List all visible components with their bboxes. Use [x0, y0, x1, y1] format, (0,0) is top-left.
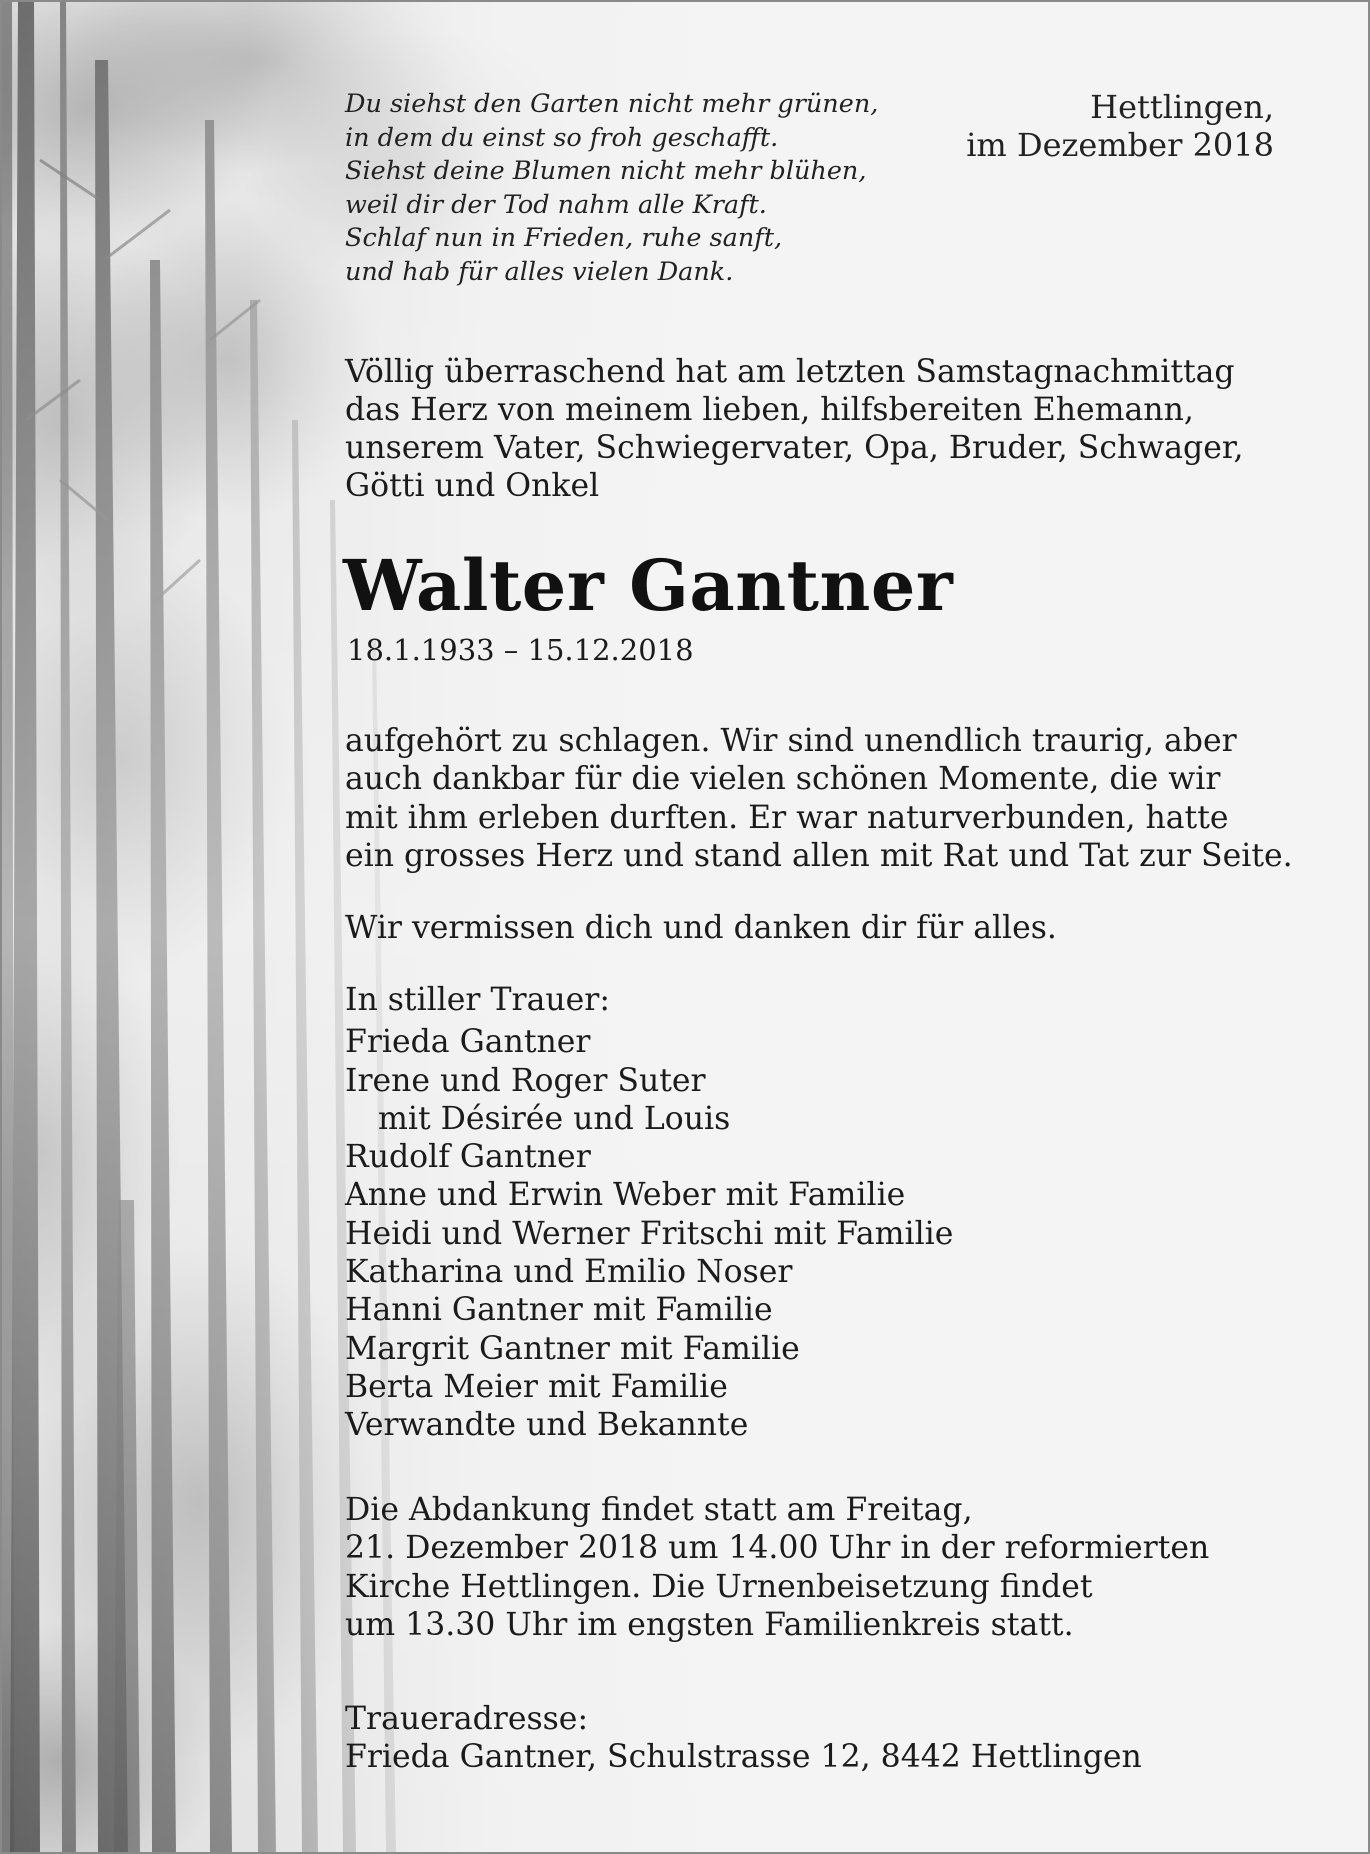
intro-line: Völlig überraschend hat am letzten Samstagnachmittag: [345, 354, 1235, 390]
mourner-name: Verwandte und Bekannte: [345, 1407, 749, 1444]
mourner-name: Frieda Gantner: [345, 1024, 591, 1061]
mourner-name: Hanni Gantner mit Familie: [345, 1292, 773, 1329]
service-info: [345, 1491, 1355, 1644]
intro-line: unserem Vater, Schwiegervater, Opa, Bruder, Schwager,: [345, 430, 1244, 466]
mourner-name: Heidi und Werner Fritschi mit Familie: [345, 1215, 954, 1252]
mourner-name: Irene und Roger Suter: [345, 1062, 706, 1099]
poem-line: Du siehst den Garten nicht mehr grünen,: [345, 89, 879, 119]
service-line: um 13.30 Uhr im engsten Familienkreis statt.: [345, 1606, 1074, 1643]
mourners-list: [345, 981, 1245, 1445]
mourner-name: Katharina und Emilio Noser: [345, 1254, 793, 1291]
address-value: Frieda Gantner, Schulstrasse 12, 8442 Hettlingen: [345, 1739, 1142, 1776]
poem-line: Schlaf nun in Frieden, ruhe sanft,: [345, 223, 783, 253]
poem-line: weil dir der Tod nahm alle Kraft.: [345, 189, 767, 220]
place-and-date: [966, 88, 1274, 164]
intro-paragraph: [345, 353, 1345, 505]
memorial-poem: [345, 88, 945, 289]
mourner-name: Rudolf Gantner: [345, 1139, 591, 1176]
service-line: 21. Dezember 2018 um 14.00 Uhr in der reformierten: [345, 1530, 1210, 1567]
mourning-address: [345, 1700, 1142, 1777]
body-line: auch dankbar für die vielen schönen Momente, die wir: [345, 761, 1221, 798]
poem-line: und hab für alles vielen Dank.: [345, 256, 734, 287]
date-text: im Dezember 2018: [966, 126, 1274, 164]
service-line: Kirche Hettlingen. Die Urnenbeisetzung findet: [345, 1568, 1093, 1605]
poem-line: Siehst deine Blumen nicht mehr blühen,: [345, 156, 867, 186]
service-line: Die Abdankung findet statt am Freitag,: [345, 1492, 973, 1528]
thanks-line: Wir vermissen dich und danken dir für alles.: [345, 910, 1057, 946]
mourner-name: Anne und Erwin Weber mit Familie: [345, 1177, 906, 1214]
place-text: Hettlingen,: [1090, 88, 1274, 126]
poem-line: in dem du einst so froh geschafft.: [345, 122, 779, 153]
deceased-name: Walter Gantner: [343, 544, 954, 627]
intro-line: das Herz von meinem lieben, hilfsbereiten Ehemann,: [345, 392, 1194, 428]
address-label: Traueradresse:: [345, 1701, 589, 1737]
life-dates: 18.1.1933 – 15.12.2018: [347, 633, 694, 667]
body-line: ein grosses Herz und stand allen mit Rat und Tat zur Seite.: [345, 837, 1293, 874]
mourner-name: mit Désirée und Louis: [378, 1100, 731, 1137]
mourner-name: Berta Meier mit Familie: [345, 1368, 728, 1405]
mourner-name: Margrit Gantner mit Familie: [345, 1330, 800, 1367]
body-line: aufgehört zu schlagen. Wir sind unendlich traurig, aber: [345, 723, 1237, 759]
mourners-heading: In stiller Trauer:: [345, 982, 610, 1018]
body-line: mit ihm erleben durften. Er war naturverbunden, hatte: [345, 799, 1229, 836]
body-paragraph: [345, 722, 1355, 875]
intro-line: Götti und Onkel: [345, 468, 600, 504]
